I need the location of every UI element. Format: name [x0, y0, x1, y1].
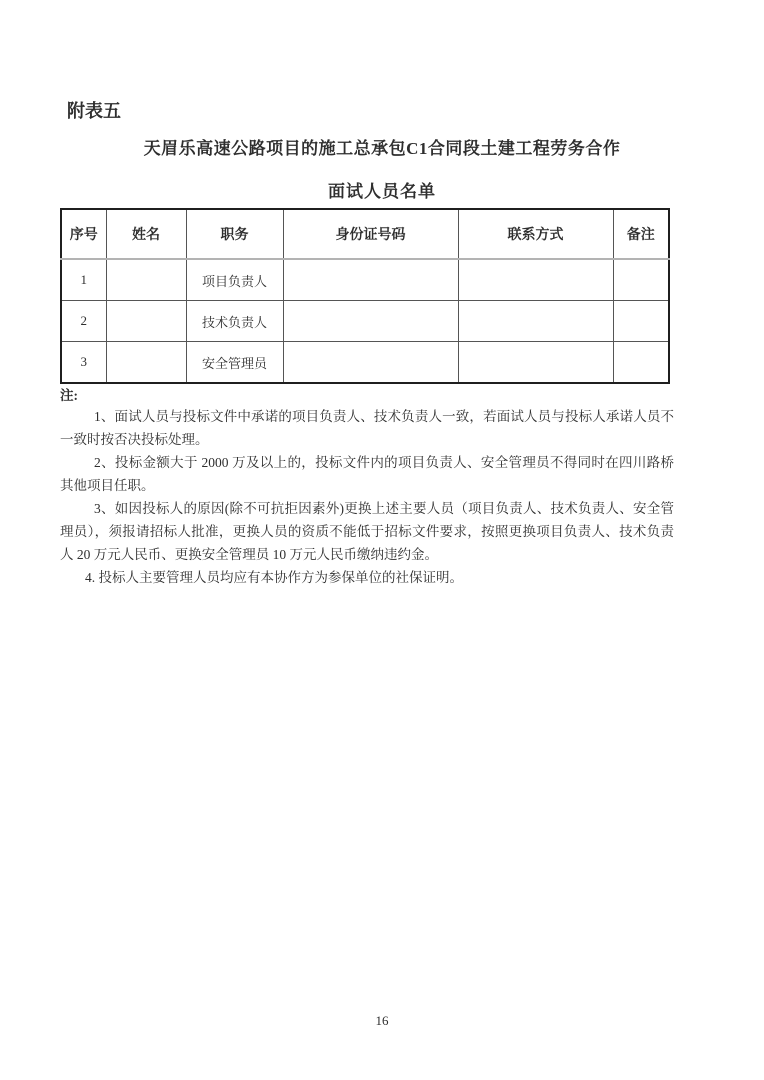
cell-no: 2 — [61, 301, 106, 342]
document-subtitle: 面试人员名单 — [328, 182, 436, 201]
cell-name — [106, 301, 186, 342]
note-item-2: 2、投标金额大于 2000 万及以上的，投标文件内的项目负责人、安全管理员不得同时在四川路桥其他项目任职。 — [60, 455, 674, 493]
cell-contact — [458, 259, 613, 301]
cell-id-number — [283, 301, 458, 342]
notes-section — [60, 386, 674, 589]
appendix-label: 附表五 — [67, 101, 121, 121]
column-header-id-number: 身份证号码 — [283, 209, 458, 259]
table-row — [61, 342, 669, 384]
note-item-4: 4. 投标人主要管理人员均应有本协作方为参保单位的社保证明。 — [85, 570, 463, 585]
note-item-3: 3、如因投标人的原因(除不可抗拒因素外)更换上述主要人员（项目负责人、技术负责人、安全管理员），须报请招标人批准，更换人员的资质不能低于招标文件要求，按照更换项目负责人、技术负责人 20 万元人民币、更换安全管理员 10 万元人民币缴纳违约金。 — [60, 501, 674, 562]
document-title: 天眉乐高速公路项目的施工总承包C1合同段土建工程劳务合作 — [143, 139, 621, 158]
cell-name — [106, 342, 186, 384]
cell-no: 1 — [61, 259, 106, 301]
cell-id-number — [283, 259, 458, 301]
table-header-row — [61, 209, 669, 259]
column-header-name: 姓名 — [106, 209, 186, 259]
cell-position: 安全管理员 — [186, 342, 283, 384]
notes-label: 注: — [60, 388, 78, 403]
cell-name — [106, 259, 186, 301]
table-row — [61, 259, 669, 301]
cell-contact — [458, 342, 613, 384]
cell-remark — [613, 259, 669, 301]
page-number: 16 — [375, 1013, 389, 1028]
column-header-position: 职务 — [186, 209, 283, 259]
cell-id-number — [283, 342, 458, 384]
interview-personnel-table — [60, 208, 670, 384]
cell-remark — [613, 342, 669, 384]
cell-no: 3 — [61, 342, 106, 384]
column-header-contact: 联系方式 — [458, 209, 613, 259]
table-row — [61, 301, 669, 342]
cell-contact — [458, 301, 613, 342]
note-item-1: 1、面试人员与投标文件中承诺的项目负责人、技术负责人一致，若面试人员与投标人承诺人员不一致时按否决投标处理。 — [60, 409, 674, 447]
cell-position: 技术负责人 — [186, 301, 283, 342]
cell-remark — [613, 301, 669, 342]
column-header-no: 序号 — [61, 209, 106, 259]
cell-position: 项目负责人 — [186, 259, 283, 301]
column-header-remark: 备注 — [613, 209, 669, 259]
